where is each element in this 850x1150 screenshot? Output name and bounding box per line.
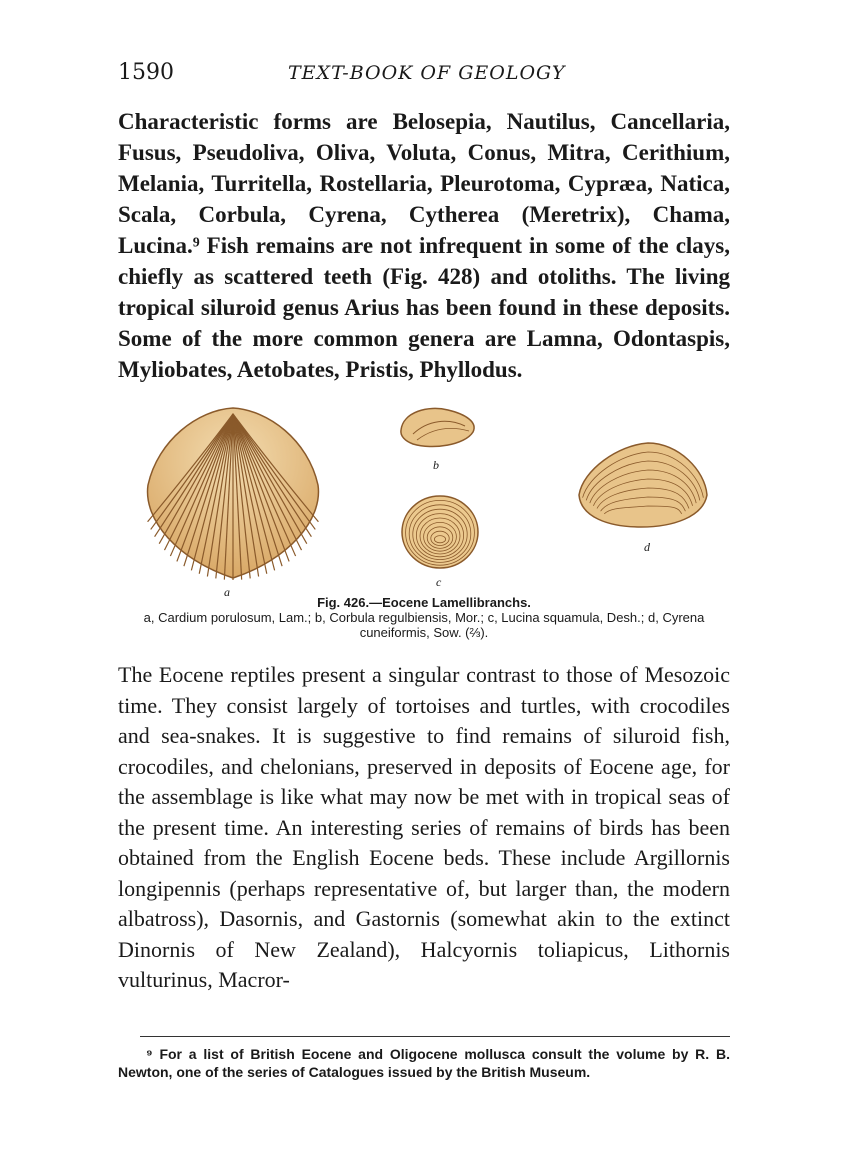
figure-caption-title: Fig. 426.—Eocene Lamellibranchs. [317, 595, 531, 610]
cardium-shell-illustration [138, 400, 328, 585]
figure-caption-text: a, Cardium porulosum, Lam.; b, Corbula regulbiensis, Mor.; c, Lucina squamula, Desh.; d, Cyrena cuneiformis, Sow. (⅔). [143, 610, 705, 640]
footnote-divider [140, 1036, 730, 1037]
figure-label-a: a [224, 585, 230, 599]
page-header [118, 60, 738, 90]
cyrena-shell-illustration [573, 435, 713, 535]
paragraph-eocene-reptiles: The Eocene reptiles present a singular contrast to those of Mesozoic time. They consist largely of tortoises and turtles, with crocodiles and sea-snakes. It is suggestive to find remains of siluroid fish, crocodiles, and chelonians, preserved in deposits of Eocene age, for the assemblage is like what may now be met with in tropical seas of the present time. An interesting series of remains of birds has been obtained from the English Eocene beds. These include Argillornis longipennis (perhaps representative of, but larger than, the modern albatross), Dasornis, and Gastornis (somewhat akin to the extinct Dinornis of New Zealand), Halcyornis toliapicus, Lithornis vulturinus, Macror- [118, 662, 730, 992]
figure-label-b: b [433, 458, 439, 472]
figure-label-c: c [436, 575, 442, 589]
figure-label-d: d [644, 540, 650, 554]
running-title: TEXT-BOOK OF GEOLOGY [288, 62, 566, 84]
figure-caption [118, 595, 730, 640]
paragraph-characteristic-forms: Characteristic forms are Belosepia, Nautilus, Cancellaria, Fusus, Pseudoliva, Oliva, Voluta, Conus, Mitra, Cerithium, Melania, Turritella, Rostellaria, Pleurotoma, Cypræa, Natica, Scala, Corbula, Cyrena, Cytherea (Meretrix), Chama, Lucina.⁹ Fish remains are not infrequent in some of the clays, chiefly as scattered teeth (Fig. 428) and otoliths. The living tropical siluroid genus Arius has been found in these deposits. Some of the more common genera are Lamna, Odontaspis, Myliobates, Aetobates, Pristis, Phyllodus. [118, 109, 730, 382]
lucina-shell-illustration [398, 487, 483, 572]
page-number: 1590 [118, 60, 174, 85]
corbula-shell-illustration [393, 400, 483, 455]
footnote-9: ⁹ For a list of British Eocene and Oligocene mollusca consult the volume by R. B. Newton, one of the series of Catalogues issued by the British Museum. [118, 1046, 730, 1080]
